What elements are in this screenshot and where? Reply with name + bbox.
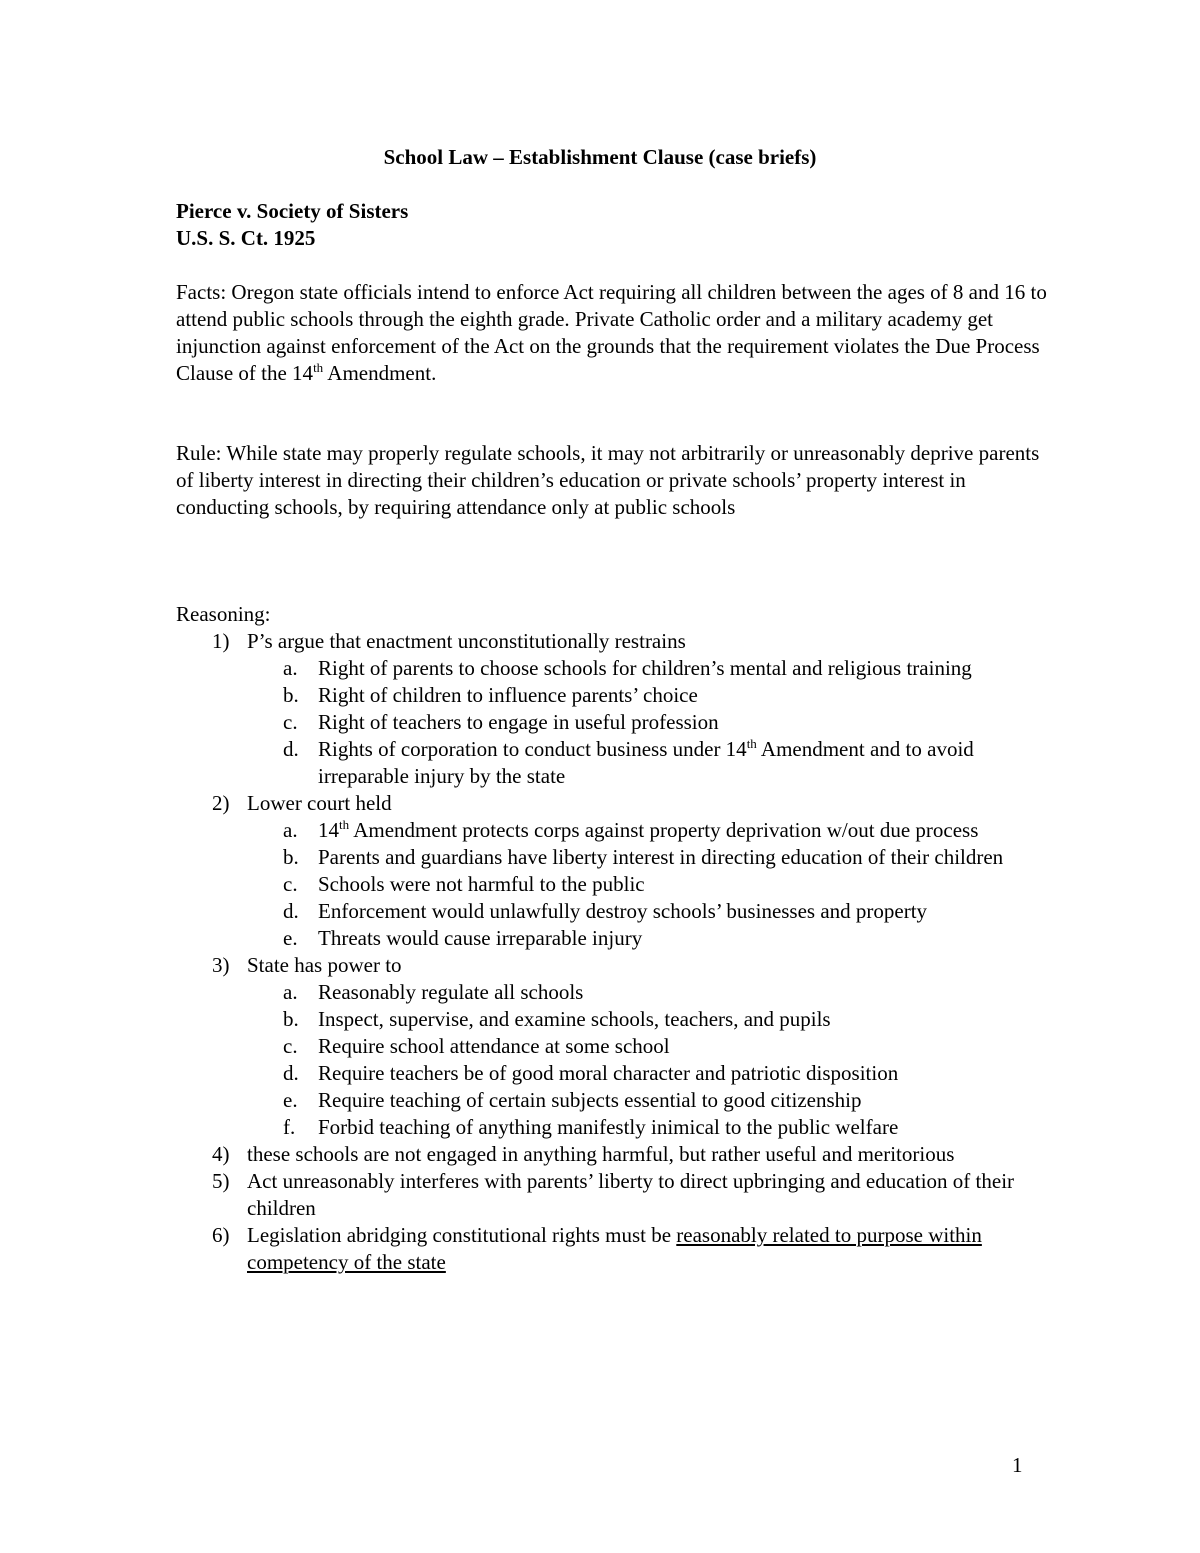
reasoning-heading: Reasoning: — [176, 602, 271, 626]
sub-text: Inspect, supervise, and examine schools, teachers, and pupils — [318, 1007, 831, 1031]
sub-letter: d. — [283, 899, 299, 923]
item-number: 5) — [212, 1169, 230, 1193]
reasoning-list — [176, 628, 1056, 1276]
facts-text: Facts: Oregon state officials intend to enforce Act requiring all children between the ages of 8 and 16 to attend public schools through the eighth grade. Private Catholic order and a military academy get injunction against enforcement of the Act on the grounds that the requirement violates the Due Process Clause of the 14 — [176, 280, 1047, 385]
sub-text: Enforcement would unlawfully destroy schools’ businesses and property — [318, 899, 928, 923]
sub-item — [247, 709, 1056, 736]
sub-letter: c. — [283, 1034, 298, 1058]
sub-letter: b. — [283, 1007, 299, 1031]
sub-item — [247, 1060, 1056, 1087]
sub-letter: c. — [283, 872, 298, 896]
sub-item — [247, 655, 1056, 682]
item-number: 1) — [212, 629, 230, 653]
sub-text: Right of parents to choose schools for children’s mental and religious training — [318, 656, 972, 680]
item-number: 4) — [212, 1142, 230, 1166]
sub-text-end: Amendment and to avoid irreparable injury by the state — [318, 737, 974, 788]
sub-letter: d. — [283, 737, 299, 761]
sub-item — [247, 979, 1056, 1006]
sub-item — [247, 1033, 1056, 1060]
sub-text: Forbid teaching of anything manifestly inimical to the public welfare — [318, 1115, 899, 1139]
sub-letter: a. — [283, 818, 298, 842]
facts-paragraph — [176, 279, 1056, 387]
sub-list — [247, 817, 1056, 952]
sub-list — [247, 979, 1056, 1141]
sub-letter: a. — [283, 980, 298, 1004]
sub-letter: c. — [283, 710, 298, 734]
sub-item — [247, 898, 1056, 925]
sub-item — [247, 844, 1056, 871]
page-number: 1 — [1012, 1453, 1023, 1477]
sub-letter: e. — [283, 1088, 298, 1112]
sub-list — [247, 655, 1056, 790]
sub-item — [247, 1087, 1056, 1114]
reasoning-item — [176, 952, 1056, 1141]
sub-letter: a. — [283, 656, 298, 680]
sub-text: Schools were not harmful to the public — [318, 872, 645, 896]
sub-item — [247, 1006, 1056, 1033]
reasoning-item — [176, 1168, 1056, 1222]
court-citation: U.S. S. Ct. 1925 — [176, 226, 316, 250]
sub-item — [247, 682, 1056, 709]
underlined-text: reasonably related to purpose within competency of the state — [247, 1223, 982, 1274]
item-text: Lower court held — [247, 791, 392, 815]
sub-text: Require teaching of certain subjects essential to good citizenship — [318, 1088, 862, 1112]
sub-text: Right of children to influence parents’ choice — [318, 683, 698, 707]
ordinal-suffix: th — [339, 817, 350, 832]
sub-letter: b. — [283, 683, 299, 707]
sub-text: Right of teachers to engage in useful profession — [318, 710, 719, 734]
item-number: 2) — [212, 791, 230, 815]
item-number: 6) — [212, 1223, 230, 1247]
reasoning-section — [176, 601, 1056, 1276]
ordinal-suffix: th — [746, 736, 757, 751]
sub-item — [247, 736, 1056, 790]
item-text: Legislation abridging constitutional rights must be — [247, 1223, 677, 1247]
item-text: these schools are not engaged in anything harmful, but rather useful and meritorious — [247, 1142, 955, 1166]
reasoning-item — [176, 1141, 1056, 1168]
sub-text: Reasonably regulate all schools — [318, 980, 584, 1004]
item-text: Act unreasonably interferes with parents’ liberty to direct upbringing and education of their children — [247, 1169, 1015, 1220]
facts-ordinal-suffix: th — [313, 360, 324, 375]
reasoning-item — [176, 628, 1056, 790]
sub-text-end: Amendment protects corps against property deprivation w/out due process — [349, 818, 979, 842]
reasoning-item — [176, 1222, 1056, 1276]
sub-text: Require school attendance at some school — [318, 1034, 670, 1058]
document-title: School Law – Establishment Clause (case briefs) — [383, 145, 817, 169]
sub-letter: f. — [283, 1115, 296, 1139]
sub-text: Rights of corporation to conduct business under 14 — [318, 737, 747, 761]
facts-text-end: Amendment. — [323, 361, 437, 385]
item-number: 3) — [212, 953, 230, 977]
sub-text: Parents and guardians have liberty interest in directing education of their children — [318, 845, 1004, 869]
sub-letter: d. — [283, 1061, 299, 1085]
reasoning-item — [176, 790, 1056, 952]
sub-letter: e. — [283, 926, 298, 950]
item-text: P’s argue that enactment unconstitutionally restrains — [247, 629, 686, 653]
item-text: State has power to — [247, 953, 402, 977]
sub-item — [247, 817, 1056, 844]
sub-text: 14 — [318, 818, 339, 842]
case-name: Pierce v. Society of Sisters — [176, 199, 409, 223]
sub-item — [247, 1114, 1056, 1141]
sub-item — [247, 925, 1056, 952]
sub-item — [247, 871, 1056, 898]
sub-letter: b. — [283, 845, 299, 869]
rule-paragraph: Rule: While state may properly regulate schools, it may not arbitrarily or unreasonably deprive parents of liberty interest in directing their children’s education or private schools’ property interest in conducting schools, by requiring attendance only at public schools — [176, 441, 1040, 519]
sub-text: Require teachers be of good moral character and patriotic disposition — [318, 1061, 899, 1085]
sub-text: Threats would cause irreparable injury — [318, 926, 643, 950]
